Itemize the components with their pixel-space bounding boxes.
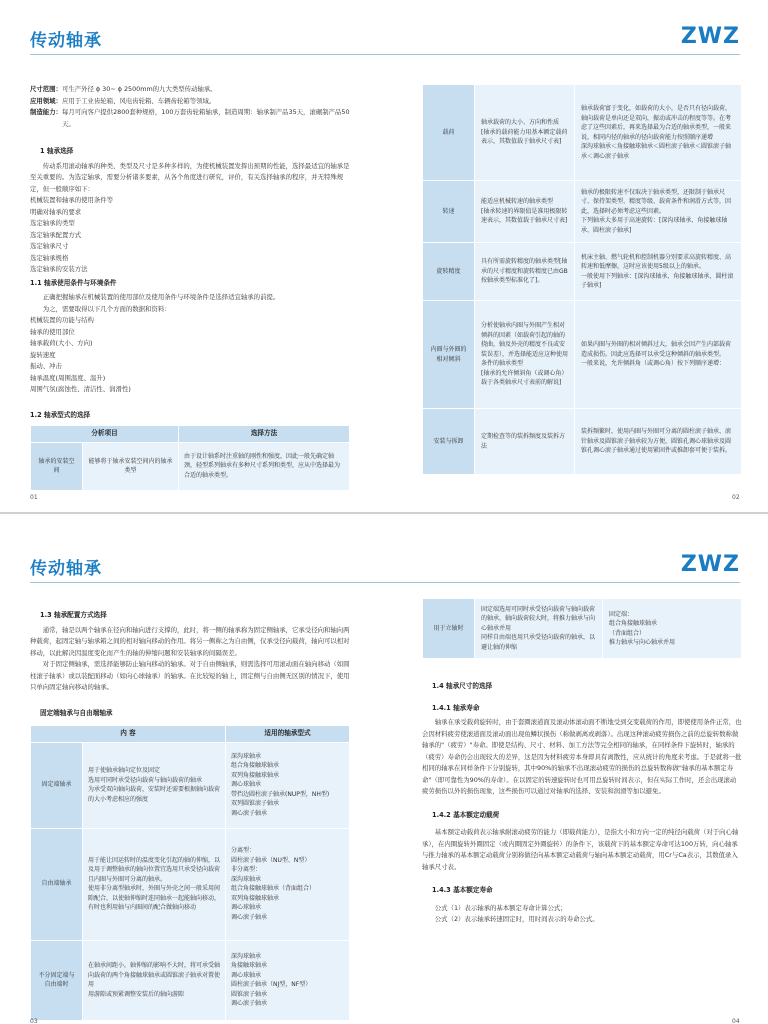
table-cell: 分离型： 圆柱滚子轴承（NU型、N型） 非分离型： 深沟球轴承 组合角接触球轴承（背面组合） 双列角接触球轴承 调心球轴承 调心滚子轴承 [226,828,350,940]
section-title: 1.3 轴承配置方式选择 [40,611,107,619]
table-cell: 轴承载荷富于变化，如载荷的大小，是否只有径向载荷，轴向载荷是单向还是双向，振动或冲击的程度等等。在考虑了这些因素后，再来选择最为合适的轴承类型，一般来说，相同内径的轴承的径向载荷能力按照顺序递增 深沟球轴承＜角接触球轴承＜圆柱滚子轴承＜圆锥滚子轴承＜调心滚子轴承 [575,85,742,181]
table-cell: 能适应机械转速的轴承类型 [轴承转速的界限值是准用极限转速表示，其数值载于轴承尺寸表] [475,181,575,243]
paragraph: 公式（2）表示轴承转速固定时，用时间表示的寿命公式。 [434,915,599,923]
row-label: 不分固定端与自由端时 [31,940,83,1020]
table-cell: 具有所需旋转精度的轴承类型[轴承的尺寸精度和旋转精度已由GB按轴承类型标准化了]。 [475,243,575,301]
list-item: 轴承载荷(大小、方向) [30,339,93,347]
list-item: 选定轴承配置方式 [30,230,82,239]
table-header: 分析项目 [31,426,179,443]
right-column [422,84,742,475]
table-row [31,828,350,940]
header-title: 传动轴承 [30,559,102,579]
selection-factor-table [422,84,742,475]
paragraph: 对于固定侧轴承，需选择能够防止轴向移动的轴承。对于自由侧轴承，则需选择可用滚动面在轴向移动（如圆柱滚子轴承）或以装配面移动（如向心球轴承）的轴承。在比较短的轴上，固定侧与自由侧无区别的情况下，使用只单向固定轴向移动的轴承。 [30,660,350,691]
table-row [31,442,350,490]
spread-2 [0,512,768,1024]
list-item: 振动、冲击 [30,362,62,370]
list-item: 轴承的使用部位 [30,327,75,336]
list-item: 选定轴承尺寸 [30,242,69,250]
paragraph: 为之，需要取得以下几个方面的数据和资料： [42,304,171,313]
paragraph: 传动系用滚动轴承的种类、类型及尺寸是多种多样的，为使机械装置发挥出预期的性能，选择最适宜的轴承是至关重要的。为选定轴承，需要分析诸多要素，从各个角度进行研究，评价，有关选择轴承的程序，并无特殊规定，但一般顺序如下： [30,161,350,193]
table-cell: 在轴承间距小，轴伸缩的影响不大时，将可承受轴向载荷的两个角接触球轴承或圆锥滚子轴承对置使用 用游隙或预紧调整安装后的轴向游隙 [83,940,226,1020]
page-number: 02 [732,494,740,501]
intro-line: 应用领域：应用于工业齿轮箱、风电齿轮箱、车辆齿轮箱等领域。 [30,96,216,105]
page-number: 01 [30,494,38,501]
selection-steps [30,195,350,276]
left-column [30,84,350,491]
list-item: 周围气氛(腐蚀性、清洁性、润滑性) [30,385,131,393]
left-column [30,610,350,1021]
section-title: 1 轴承选择 [40,147,74,155]
table-row [423,181,742,243]
paragraph: 轴承在承受载荷旋转时，由于套圈滚道面及滚动体滚动面不断地受到交变载荷的作用，即使使用条件正常，也会因材料疲劳使滚道面及滚动面出现鱼鳞状损伤（称做剥离或剥落）。出现这种滚动疲劳损伤之前的总旋转数称做轴承的"（疲劳）"寿命。即使是结构、尺寸、材料、加工方法等完全相同的轴承，在同样条件下旋转时，轴承的（疲劳）寿命仍会出现较大的差异，这是因为材料疲劳本身即具有离散性，应从统计的角度来考虑。于是就将一批相同的轴承在同样条件下分别旋转，其中90%的轴承不出现滚动疲劳的损伤的总旋转数称做"轴承的基本额定寿命"（即可靠性为90%的寿命）。在以固定的转速旋转时也可用总旋转时间表示，但在实际工作时，还会出现滚动疲劳损伤以外的损伤现象，这些损伤可以通过对轴承的选择、安装和润滑等加以避免。 [422,718,742,795]
page-number: 04 [732,1018,740,1024]
list-item: 机械装置的功能与结构 [30,316,94,324]
table-cell: 能够将于轴承安装空间内的轴承类型 [83,442,179,490]
list-item: 旋转速度 [30,350,56,359]
row-label: 内圈与外圈的相对倾斜 [423,301,475,409]
row-label: 固定端轴承 [31,742,83,828]
table-cell: 深沟球轴承 组合角接触球轴承 双列角接触球轴承 调心球轴承 带挡边圆柱滚子轴承(NUP型，NH型) 双列圆锥滚子轴承 调心滚子轴承 [226,742,350,828]
row-label: 旋转精度 [423,243,475,301]
intro-line: 尺寸范围：可生产外径 ɸ 30~ ɸ 2500mm的九大类型传动轴承。 [30,85,217,93]
list-item: 轴承温度(周围温度、温升) [30,373,106,382]
table-cell: 定期检查等的装拆频度及装拆方法 [475,409,575,475]
table-row [423,243,742,301]
table-cell: 如果内圈与外圈的相对倾斜过大，轴承会因产生内部载荷造成损伤。因此应选择可以承受这种倾斜的轴承类型。 一般来说，允许倾斜角（或调心角）按下列顺序递增： [575,301,742,409]
table-row [31,940,350,1020]
table-cell: 装拆频繁时，使用内圈与外圈可分离的圆柱滚子轴承、滚针轴承及圆锥滚子轴承较为方便，圆锥孔调心球轴承及圆锥孔调心滚子轴承通过使用紧固件或推卸套可便于装拆。 [575,409,742,475]
list-item: 明确对轴承的要求 [30,207,82,216]
table-header: 选择方法 [179,426,350,443]
paragraph: 正确把握轴承在机械装置的使用部位及使用条件与环境条件是选择适宜轴承的前提。 [42,293,280,301]
fixed-free-bearing-table [30,725,350,1021]
row-label: 载荷 [423,85,475,181]
table-cell: 固定端： 组合角接触球轴承 （背面组合） 推力轴承与向心轴承并用 [603,599,742,659]
table-row [423,599,742,659]
page-number: 03 [30,1018,38,1024]
paragraph: 通常，轴是以两个轴承在径向和轴向进行支撑的，此时，将一侧的轴承称为固定侧轴承，它承受径向和轴向两种载荷，起固定轴与轴承箱之间的相对轴向移动的作用。将另一侧称之为自由侧，仅承受径向载荷，轴向可以相对移动，以此解决因温度变化而产生的轴的伸缩问题和安装轴承的间隔误差。 [30,625,350,657]
row-label: 安装与拆卸 [423,409,475,475]
intro-line: 制造能力：每月可向客户提供2800套种规格，100万套齿轮箱轴承，制造周期：轴承制产品35天，滚碾制产品50天。 [30,108,350,128]
header-rule [30,582,740,583]
brand-logo: ZWZ [680,24,740,49]
table-cell: 深沟球轴承 角接触球轴承 调心球轴承 圆柱滚子轴承（NJ型，NF型） 圆锥滚子轴承 调心滚子轴承 [226,940,350,1020]
table-title: 固定端轴承与自由端轴承 [40,708,113,717]
brand-logo: ZWZ [680,552,740,577]
table-row [423,85,742,181]
table-cell: 用于使轴承轴向定位及固定 选用可同时承受径向载荷与轴向载荷的轴承 为承受双向轴向载荷，安装时还需要根据轴向载荷的大小考虑相应的强度 [83,742,226,828]
list-item: 机械装置和轴承的使用条件等 [30,196,114,204]
section-title: 1.1 轴承使用条件与环境条件 [30,278,117,287]
row-label: 用于立轴时 [423,599,475,659]
table-row [31,742,350,828]
table-row [423,409,742,475]
list-item: 选定轴承的安装方法 [30,265,88,273]
right-column [422,598,742,926]
subsection-title: 1.4.3 基本额定寿命 [432,886,493,894]
paragraph: 基本额定动载荷表示轴承耐滚动疲劳的能力（即载荷能力），是指大小和方向一定的纯径向载荷（对于向心轴承），在内圈旋转外圈固定（或内圈固定外圈旋转）的条件下，该载荷下的基本额定寿命可达100万转，向心轴承与推力轴承的基本额定动载荷分别称做径向基本额定动载荷与轴向基本额定动载荷，用Cr与Ca表示，其数值录入轴承尺寸表。 [422,828,739,871]
header-rule [30,54,740,55]
header-title: 传动轴承 [30,31,102,51]
subsection-title: 1.4.1 轴承寿命 [432,703,480,712]
row-label: 自由端轴承 [31,828,83,940]
list-item: 选定轴承规格 [30,253,69,262]
vertical-shaft-table [422,598,742,659]
table-cell: 固定端选用可同时承受径向载荷与轴向载荷的轴承，轴向载荷较大时，将推力轴承与向心轴承并用 同样自由端也用只承受径向载荷的轴承，以避让轴的伸缩 [475,599,603,659]
row-label: 轴承的安装空间 [31,442,83,490]
table-cell: 轴承的极限转速不仅取决于轴承类型，还限制于轴承尺寸、保持架类型、精度等级、载荷条件和润滑方式等，因此，选择时必须考虑这些因素。 下列轴承大多用于高速旋转：[深沟球轴承、角接触球轴承、圆柱滚子轴承] [575,181,742,243]
section-title: 1.4 轴承尺寸的选择 [432,682,493,690]
condition-list [30,315,350,396]
section-title: 1.2 轴承型式的选择 [30,410,91,419]
table-header: 内 容 [31,726,226,743]
table-row [423,301,742,409]
list-item: 选定轴承的类型 [30,219,75,227]
table-cell: 机床主轴、燃气轮机和控制机器分别要求高旋转精度、高转速和低摩擦，这时应该使用5级以上的轴承。 一般使用下列轴承：[深沟球轴承、角接触球轴承、圆柱滚子轴承] [575,243,742,301]
bearing-type-table [30,425,350,491]
row-label: 转速 [423,181,475,243]
table-cell: 由于设计轴系时注重轴的刚性和强度，因此一般先确定轴颈，轻型系列轴承有多种尺寸系列和类型，应从中选择最为合适的轴承类型。 [179,442,350,490]
table-cell: 分析使轴承内圈与外圈产生相对倾斜的因素（如载荷引起的轴的挠曲，轴及外壳的精度不良或安装误差），并选择能适应这种使用条件的轴承类型 [轴承的允许倾斜角（或调心角）载于各类轴承尺寸表前的解说] [475,301,575,409]
table-header: 适用的轴承型式 [226,726,350,743]
table-cell: 轴承载荷的大小、方向和性质 [轴承的载荷能力用基本额定载荷表示，其数值载于轴承尺寸表] [475,85,575,181]
paragraph: 公式（1）表示轴承的基本额定寿命计算公式； [434,903,567,912]
subsection-title: 1.4.2 基本额定动载荷 [432,810,500,819]
table-cell: 用于能让因运转时的温度变化引起的轴的伸缩，以及用于调整轴承的轴向位置宜选用只承受径向载荷且内圈与外圈可分离的轴承。 使用非分离型轴承时，外圈与外壳之间一般采用间隙配合，以使轴伸缩时连同轴承一起能轴向移动，有时也利用轴与内圈间的配合做轴向移动 [83,828,226,940]
